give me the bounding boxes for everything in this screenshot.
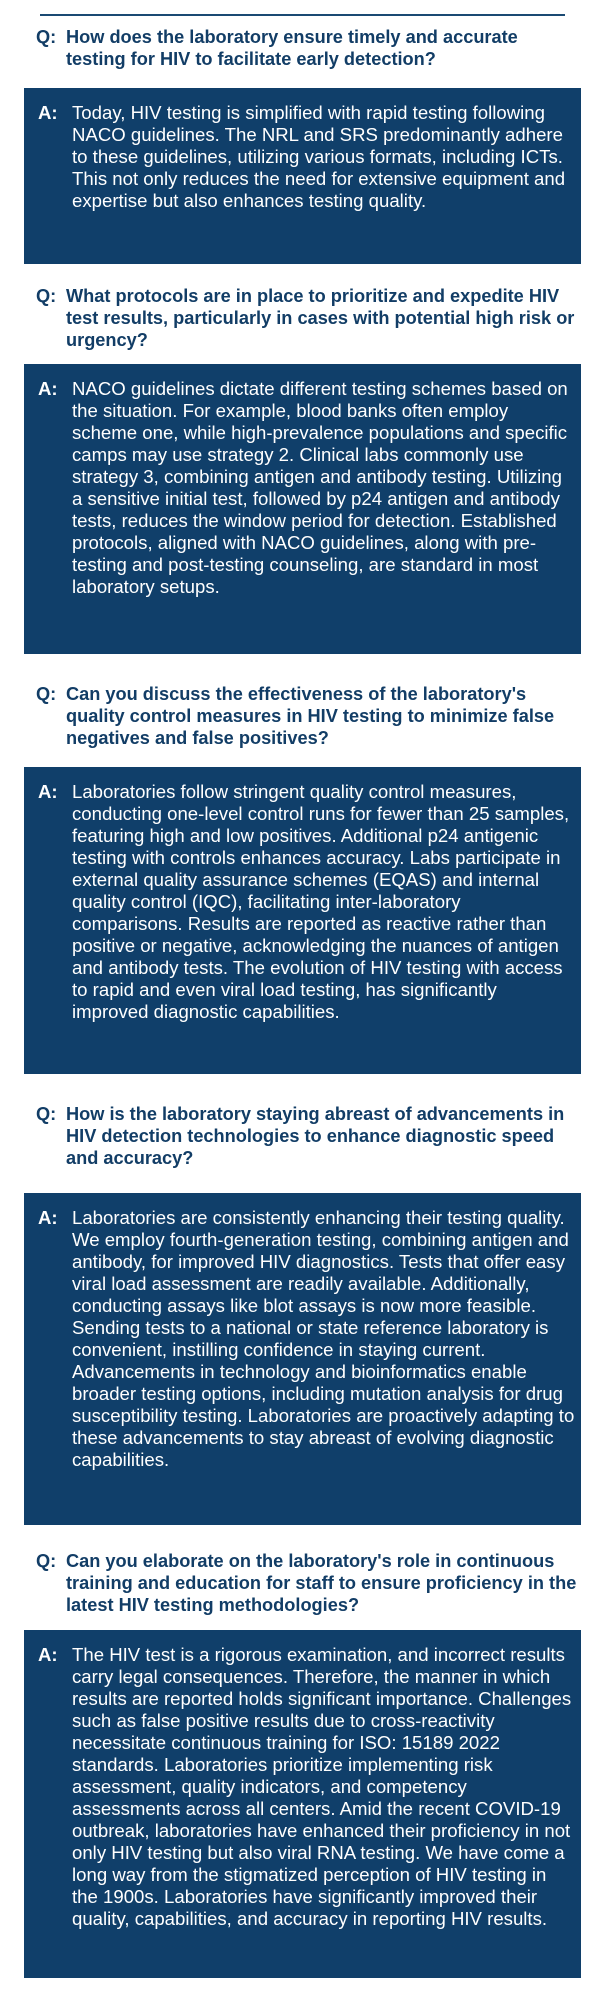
answer-box — [24, 767, 581, 1074]
question — [24, 285, 581, 351]
answer-text: Laboratories are consistently enhancing their testing quality. We employ fourth-generation testing, combining antigen and antibody, for improved HIV diagnostics. Tests that offer easy viral load assessment are readily available. Additionally, conducting assays like blot assays is now more feasible. Sending tests to a national or state reference laboratory is convenient, instilling confidence in staying current. Advancements in technology and bioinformatics enable broader testing options, including mutation analysis for drug susceptibility testing. Laboratories are proactively adapting to these advancements to stay abreast of evolving diagnostic capabilities. — [72, 1207, 575, 1470]
question-label: Q: — [36, 684, 57, 704]
qa-item-3 — [24, 683, 581, 1022]
qa-item-4 — [24, 1103, 581, 1470]
question-label: Q: — [36, 286, 57, 306]
answer-label: A: — [38, 378, 58, 399]
qa-item-5 — [24, 1550, 581, 1929]
question-text: How is the laboratory staying abreast of advancements in HIV detection technologies to enhance diagnostic speed and accuracy? — [66, 1104, 565, 1168]
qa-item-1 — [24, 26, 581, 211]
question-text: Can you discuss the effectiveness of the laboratory's quality control measures in HIV testing to minimize false negatives and false positives? — [66, 684, 555, 748]
answer-text: Laboratories follow stringent quality control measures, conducting one-level control runs for fewer than 25 samples, featuring high and low positives. Additional p24 antigenic testing with controls enhances accuracy. Labs participate in external quality assurance schemes (EQAS) and internal quality control (IQC), facilitating inter-laboratory comparisons. Results are reported as reactive rather than positive or negative, acknowledging the nuances of antigen and antibody tests. The evolution of HIV testing with access to rapid and even viral load testing, has significantly improved diagnostic capabilities. — [72, 781, 570, 1022]
answer-text: NACO guidelines dictate different testing schemes based on the situation. For example, blood banks often employ scheme one, while high-prevalence populations and specific camps may use strategy 2. Clinical labs commonly use strategy 3, combining antigen and antibody testing. Utilizing a sensitive initial test, followed by p24 antigen and antibody tests, reduces the window period for detection. Established protocols, aligned with NACO guidelines, along with pre-testing and post-testing counseling, are standard in most laboratory setups. — [72, 378, 568, 597]
answer-box — [24, 88, 581, 264]
answer-box — [24, 1630, 581, 1978]
qa-item-2 — [24, 285, 581, 597]
answer-box — [24, 364, 581, 654]
answer-text: Today, HIV testing is simplified with rapid testing following NACO guidelines. The NRL and SRS predominantly adhere to these guidelines, utilizing various formats, including ICTs. This not only reduces the need for extensive equipment and expertise but also enhances testing quality. — [72, 102, 566, 211]
answer-label: A: — [38, 1644, 58, 1665]
answer-box — [24, 1193, 581, 1525]
question-label: Q: — [36, 27, 57, 47]
question-text: Can you elaborate on the laboratory's role in continuous training and education for staff to ensure proficiency in the latest HIV testing methodologies? — [66, 1551, 577, 1615]
answer-label: A: — [38, 781, 58, 802]
question — [24, 26, 581, 70]
question — [24, 1550, 581, 1616]
question — [24, 683, 581, 749]
answer-label: A: — [38, 1207, 58, 1228]
question-text: How does the laboratory ensure timely and accurate testing for HIV to facilitate early detection? — [66, 27, 518, 69]
answer-label: A: — [38, 102, 58, 123]
question-text: What protocols are in place to prioritize and expedite HIV test results, particularly in cases with potential high risk or urgency? — [66, 286, 575, 350]
top-divider — [40, 14, 565, 16]
question-label: Q: — [36, 1104, 57, 1124]
question-label: Q: — [36, 1551, 57, 1571]
question — [24, 1103, 581, 1169]
answer-text: The HIV test is a rigorous examination, and incorrect results carry legal consequences. Therefore, the manner in which results are reported holds significant importance. Challenges such as false positive results due to cross-reactivity necessitate continuous training for ISO: 15189 2022 standards. Laboratories prioritize implementing risk assessment, quality indicators, and competency assessments across all centers. Amid the recent COVID-19 outbreak, laboratories have enhanced their proficiency in not only HIV testing but also viral RNA testing. We have come a long way from the stigmatized perception of HIV testing in the 1900s. Laboratories have significantly improved their quality, capabilities, and accuracy in reporting HIV results. — [72, 1644, 572, 1929]
